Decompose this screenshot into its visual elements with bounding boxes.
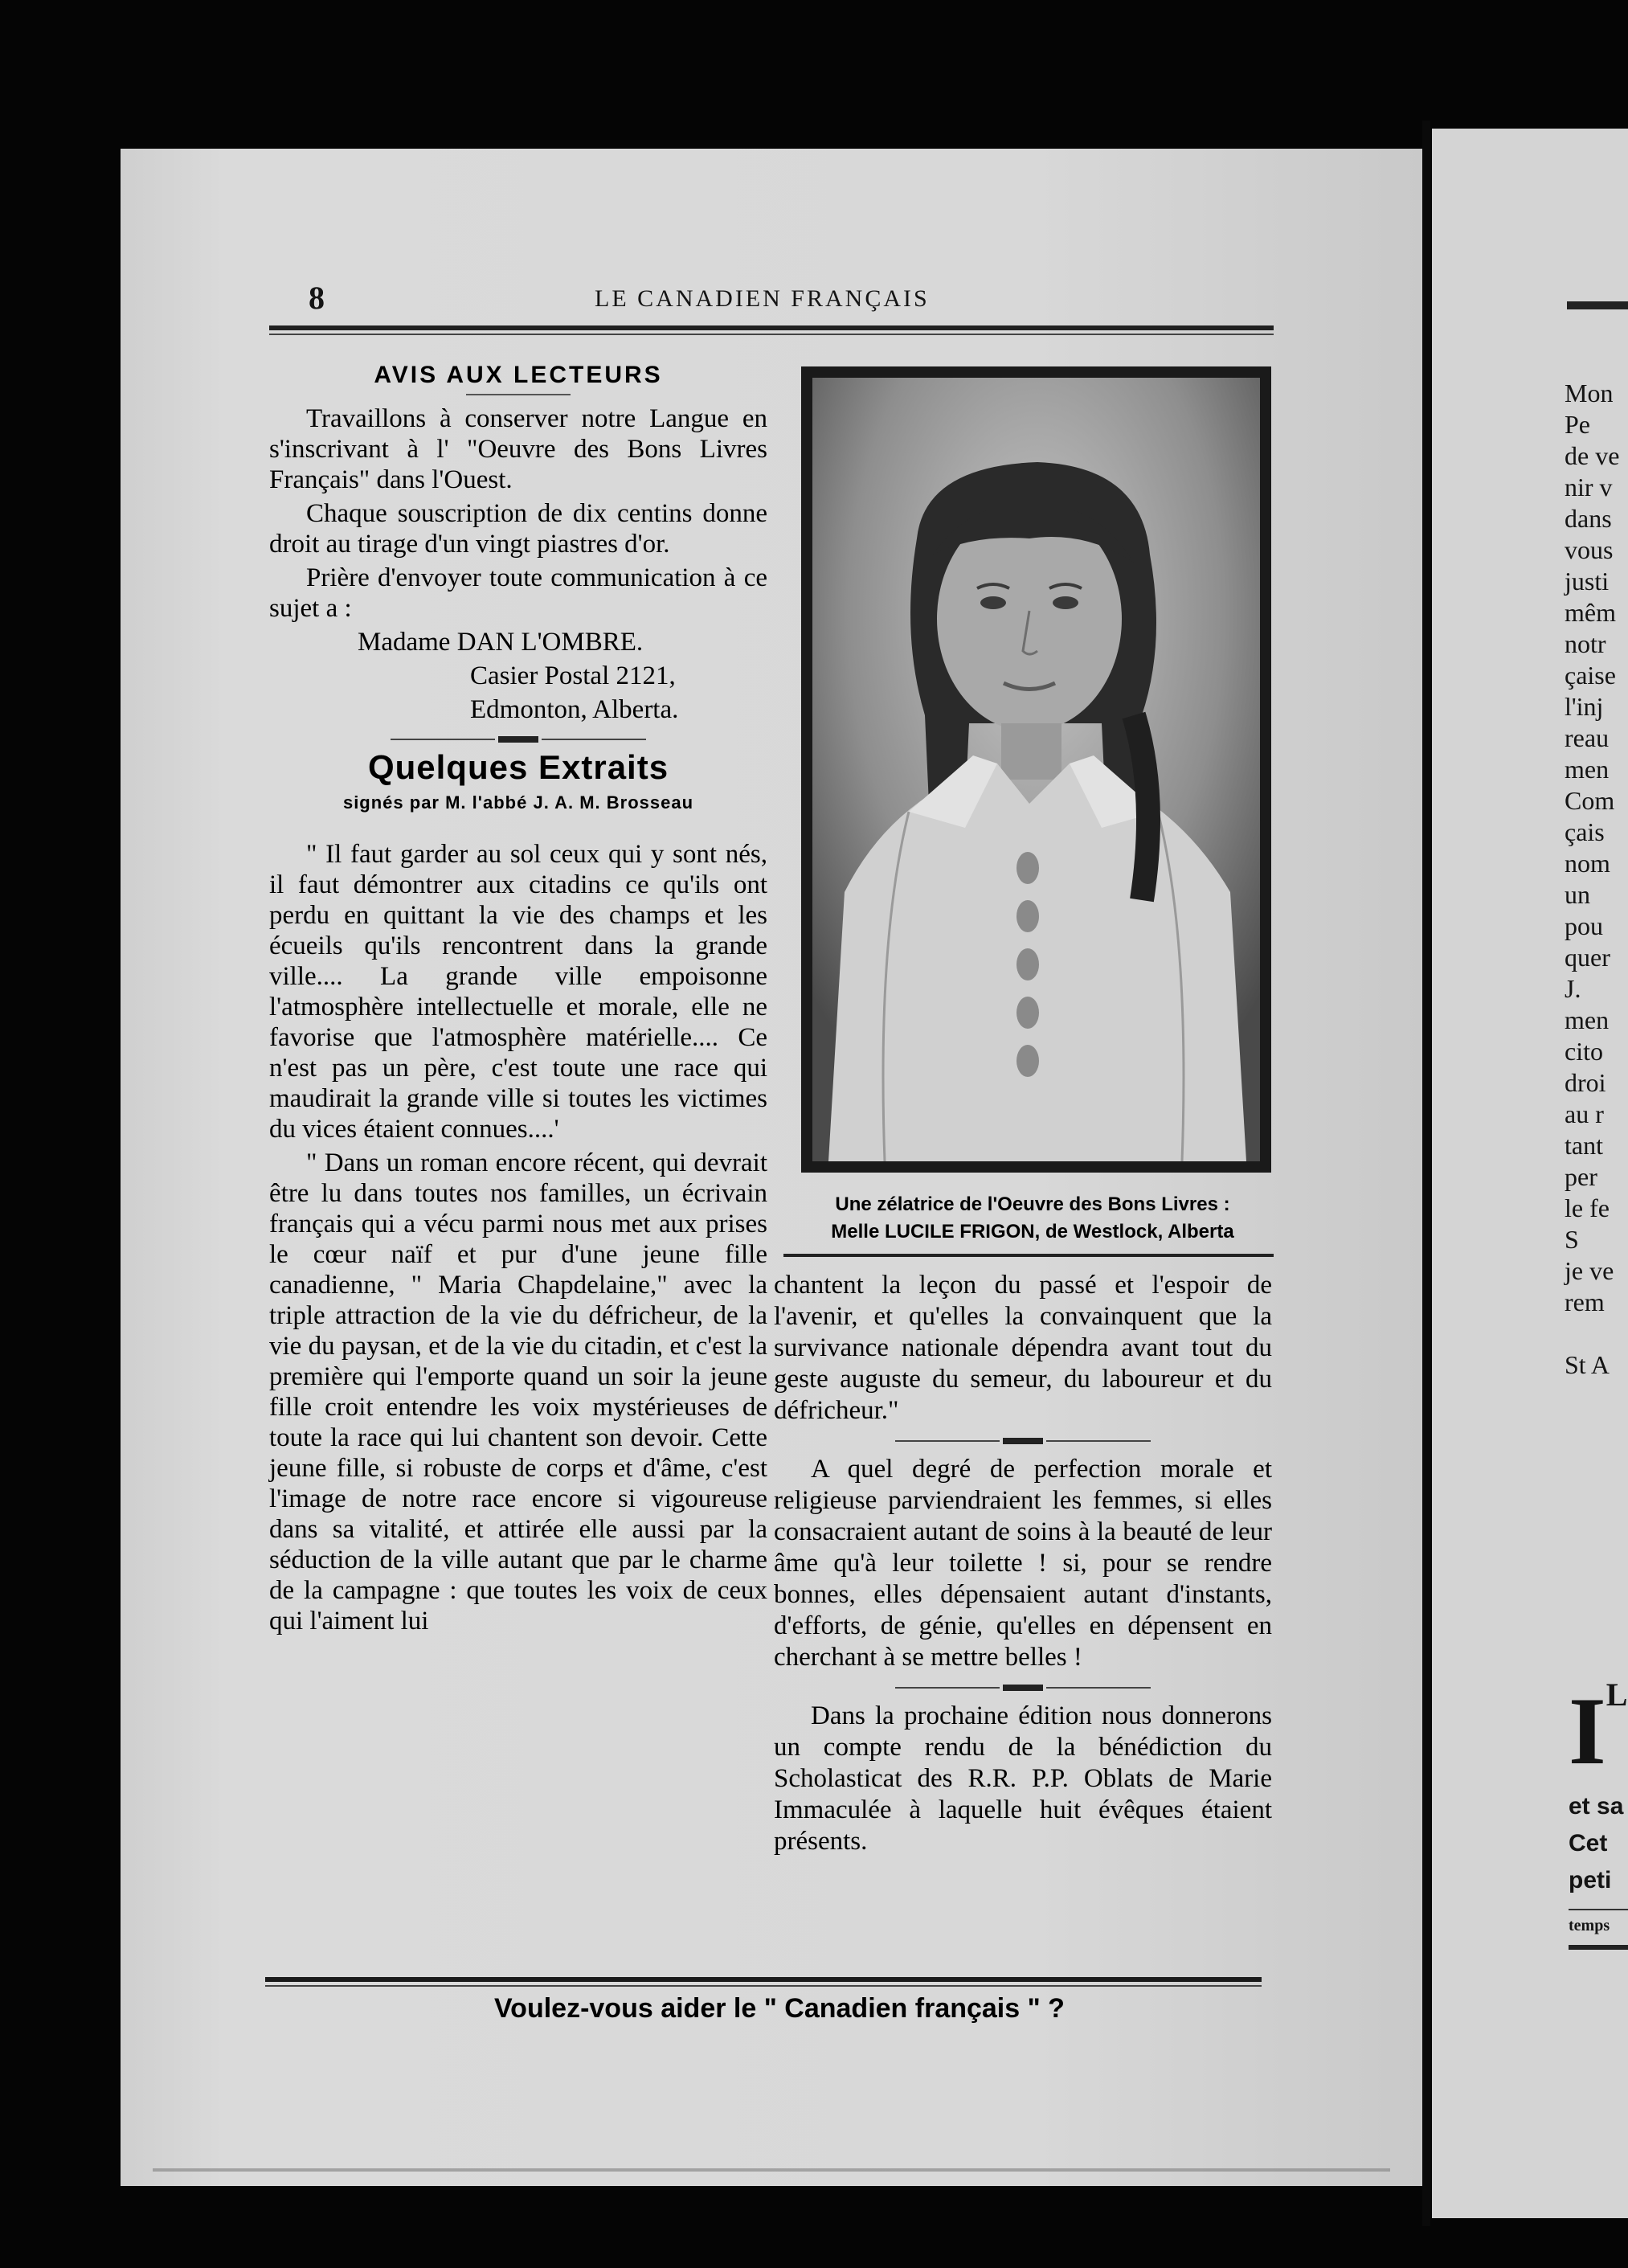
extraits-title: Quelques Extraits [367, 748, 669, 786]
article-paragraph: A quel degré de perfection morale et religieuse parviendraient les femmes, si elles consacraient autant de soins à la beauté de leur âme qu'à leur toilette ! si, pour se rendre bonnes, elles dépensaient autant d'instants, d'efforts, de génie, qu'elles en dépensent en cherchant à se mettre belles ! [774, 1455, 1272, 1672]
drop-cap [1569, 1676, 1627, 1787]
facing-line-fragment: dans [1565, 504, 1612, 533]
caption-line: Melle LUCILE FRIGON, de Westlock, Alberta [831, 1221, 1234, 1242]
facing-line-fragment: rem [1565, 1288, 1605, 1316]
facing-line-fragment: çais [1565, 817, 1605, 846]
facing-line-fragment: S [1565, 1225, 1579, 1254]
portrait-illustration [812, 378, 1260, 1161]
photo-caption [783, 1191, 1282, 1246]
header-rule-thin [269, 334, 1274, 335]
facing-line-fragment: de ve [1565, 441, 1620, 470]
facing-line-fragment: quer [1565, 943, 1610, 972]
footer-rule [265, 1977, 1262, 1982]
header-rule [269, 325, 1274, 330]
facing-subtitle [1569, 1788, 1623, 1899]
running-title: LE CANADIEN FRANÇAIS [595, 285, 930, 312]
facing-line-fragment: au r [1565, 1099, 1604, 1128]
facing-line-fragment: nom [1565, 849, 1610, 878]
facing-line-fragment: un [1565, 880, 1590, 909]
facing-line-fragment: men [1565, 755, 1610, 784]
section-separator [269, 736, 767, 743]
facing-line-fragment: vous [1565, 535, 1614, 564]
facing-subtitle-line: Cet [1569, 1830, 1608, 1857]
avis-title: AVIS AUX LECTEURS [374, 362, 663, 388]
avis-paragraph: Chaque souscription de dix centins donne droit au tirage d'un vingt piastres d'or. [269, 499, 767, 559]
facing-line-fragment: le fe [1565, 1193, 1610, 1222]
extraits-byline: signés par M. l'abbé J. A. M. Brosseau [342, 792, 694, 813]
avis-paragraph: Travaillons à conserver notre Langue en s'inscrivant à l' "Oeuvre des Bons Livres Français" dans l'Ouest. [269, 404, 767, 494]
facing-line-fragment: J. [1565, 974, 1581, 1003]
facing-line-fragment: St A [1565, 1350, 1610, 1379]
facing-subtitle-line: et sa [1569, 1793, 1624, 1820]
extraits-paragraph: " Il faut garder au sol ceux qui y sont nés, il faut démontrer aux citadins ce qu'ils ont perdu en quittant la vie des champs et les écueils qu'ils rencontrent dans la grande ville.... La grande ville empoisonne l'atmosphère intellectuelle et morale, elle ne favorise que l'atmosphère matérielle.... Ce n'est pas un père, c'est toute une race qui maudirait la grande ville si toutes les victimes du vices étaient connues....' [269, 840, 767, 1144]
address-name: Madame DAN L'OMBRE. [358, 628, 644, 657]
facing-line-fragment: çaise [1565, 661, 1616, 690]
facing-rule-thick [1569, 1945, 1628, 1950]
section-separator [774, 1685, 1272, 1691]
footer-rule-thin [265, 1985, 1262, 1987]
page-header [0, 0, 1302, 338]
portrait-photo-frame [801, 366, 1271, 1173]
facing-line-fragment: cito [1565, 1037, 1603, 1066]
facing-line-fragment: nir v [1565, 473, 1613, 501]
address-line: Edmonton, Alberta. [470, 695, 679, 724]
facing-line-fragment: justi [1565, 567, 1610, 596]
facing-line-fragment: Pe [1565, 410, 1590, 439]
drop-cap-letter: I [1569, 1677, 1606, 1784]
facing-line-fragment: droi [1565, 1068, 1606, 1097]
facing-line-fragment: je ve [1565, 1256, 1614, 1285]
caption-line: Une zélatrice de l'Oeuvre des Bons Livres : [835, 1193, 1230, 1215]
binding-gutter [1422, 121, 1430, 2226]
facing-line-fragment: l'inj [1565, 692, 1604, 721]
right-column [774, 1270, 1272, 1861]
facing-line-fragment: Mon [1565, 379, 1614, 407]
facing-line-fragment: notr [1565, 629, 1606, 658]
facing-page [1432, 129, 1628, 2218]
drop-cap-small: L [1606, 1676, 1628, 1713]
caption-rule [783, 1254, 1274, 1257]
facing-subtitle-line: peti [1569, 1867, 1612, 1893]
facing-line-fragment: per [1565, 1162, 1597, 1191]
section-separator [774, 1438, 1272, 1444]
portrait-photo [812, 378, 1260, 1161]
extraits-continuation: chantent la leçon du passé et l'espoir de l'avenir, et qu'elles la convainquent que la survivance nationale dépendra avant tout du geste auguste du semeur, du laboureur et du défricheur." [774, 1271, 1272, 1425]
footer-appeal: Voulez-vous aider le " Canadien français " ? [494, 1993, 1065, 2024]
facing-small-text: temps [1569, 1917, 1610, 1934]
facing-line-fragment: mêm [1565, 598, 1616, 627]
left-column [269, 354, 767, 1640]
page-number: 8 [309, 280, 325, 316]
facing-line-fragment: reau [1565, 723, 1610, 752]
facing-line-fragment: pou [1565, 911, 1603, 940]
avis-title-rule [466, 394, 571, 395]
facing-line-fragment: men [1565, 1005, 1610, 1034]
facing-line-fragment: Com [1565, 786, 1615, 815]
facing-rule [1569, 1909, 1628, 1910]
address-line: Casier Postal 2121, [470, 661, 676, 690]
avis-paragraph: Prière d'envoyer toute communication à ce sujet a : [269, 563, 767, 623]
facing-line-fragment: tant [1565, 1131, 1603, 1160]
facing-header-rule [1567, 301, 1628, 309]
extraits-paragraph: " Dans un roman encore récent, qui devrait être lu dans toutes nos familles, un écrivain français qui a vécu parmi nous met aux prises le cœur naïf et pur d'une jeune fille canadienne, " Maria Chapdelaine," avec la triple attraction de la vie du défricheur, de la vie du paysan, et de la vie du citadin, et c'est la première qui l'emporte quand un soir la jeune fille croit entendre les voix mystérieuses de toute la race qui lui chantent son devoir. Cette jeune fille, si robuste de corps et d'âme, c'est l'image de notre race encore si vigoureuse dans sa vitalité, et attirée elle aussi par la séduction de la ville autant que par le charme de la campagne : que toutes les voix de ceux qui l'aiment lui [269, 1148, 767, 1635]
article-paragraph: Dans la prochaine édition nous donnerons un compte rendu de la bénédiction du Scholasticat des R.R. P.P. Oblats de Marie Immaculée à laquelle huit évêques étaient présents. [774, 1701, 1272, 1856]
